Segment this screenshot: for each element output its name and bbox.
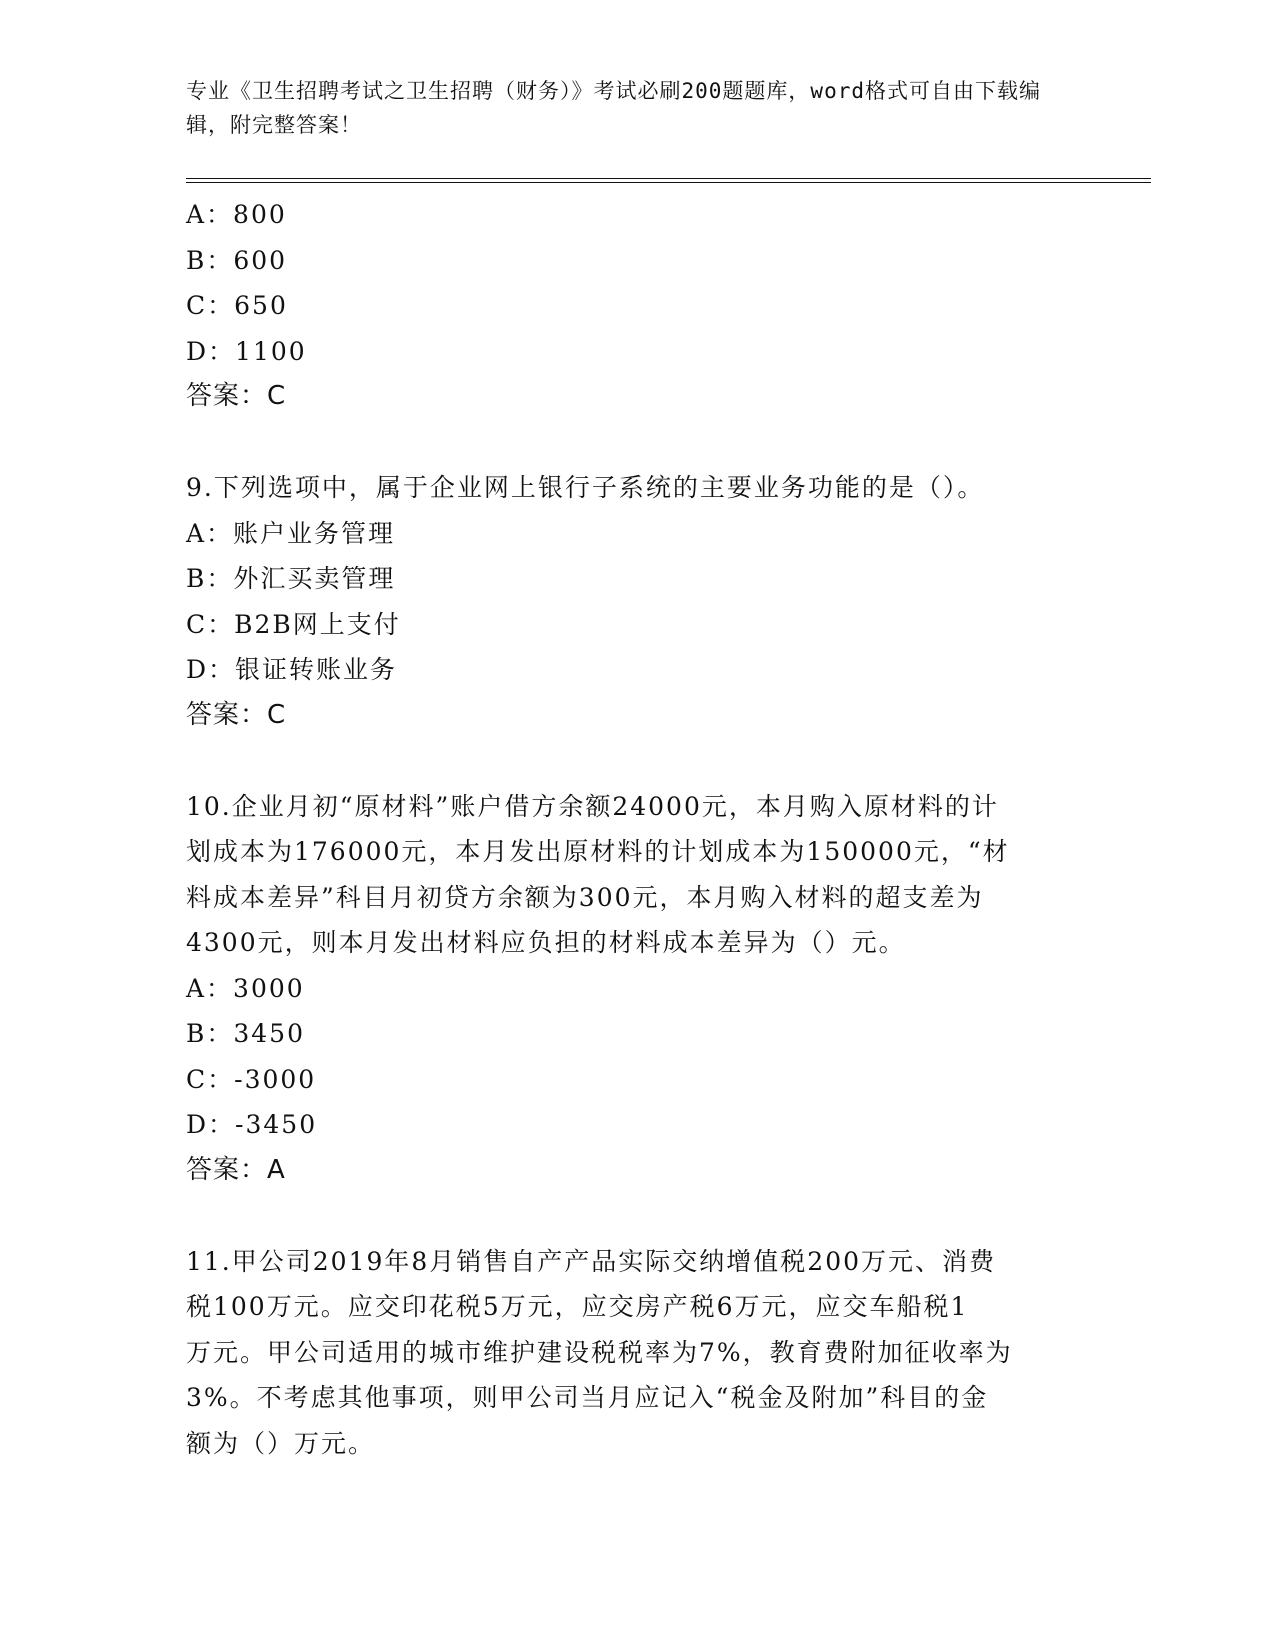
- question-stem-line: 10.企业月初“原材料”账户借方余额24000元，本月购入原材料的计: [186, 791, 999, 821]
- option-d: D：银证转账业务: [186, 655, 398, 684]
- spacer: [186, 1193, 1086, 1239]
- option-d: D：1100: [186, 336, 307, 366]
- document-header: 专业《卫生招聘考试之卫生招聘（财务）》考试必刷200题题库，word格式可自由下载编辑，附完整答案！: [186, 79, 1041, 137]
- option-a: A：账户业务管理: [186, 518, 396, 548]
- option-c: C：B2B网上支付: [186, 609, 401, 639]
- question-stem-line: 4300元，则本月发出材料应负担的材料成本差异为（）元。: [186, 928, 906, 957]
- answer: 答案：C: [186, 381, 287, 411]
- question-stem-line: 额为（）万元。: [186, 1428, 376, 1458]
- header-rule-bottom: [186, 182, 1151, 183]
- header-rule-top: [186, 178, 1151, 179]
- option-b: B：600: [186, 245, 288, 275]
- question-10: [186, 784, 1086, 1194]
- question-stem-line: 11.甲公司2019年8月销售自产产品实际交纳增值税200万元、消费: [186, 1246, 997, 1276]
- option-c: C：-3000: [186, 1064, 317, 1094]
- spacer: [186, 420, 1086, 466]
- question-stem-line: 税100万元。应交印花税5万元，应交房产税6万元，应交车船税1: [186, 1292, 969, 1321]
- option-c: C：650: [186, 291, 288, 320]
- question-8: [186, 192, 1086, 420]
- question-9: [186, 465, 1086, 738]
- question-11: [186, 1239, 1086, 1467]
- spacer: [186, 738, 1086, 784]
- question-stem-line: 3%。不考虑其他事项，则甲公司当月应记入“税金及附加”科目的金: [186, 1383, 989, 1412]
- question-stem-line: 万元。甲公司适用的城市维护建设税税率为7%，教育费附加征收率为: [186, 1337, 1013, 1367]
- option-a: A：800: [186, 200, 287, 229]
- option-a: A：3000: [186, 973, 305, 1003]
- question-stem: 9.下列选项中，属于企业网上银行子系统的主要业务功能的是（）。: [186, 473, 985, 502]
- question-stem-line: 料成本差异”科目月初贷方余额为300元，本月购入材料的超支差为: [186, 882, 984, 912]
- question-content: [186, 192, 1086, 1466]
- answer: 答案：C: [186, 699, 287, 730]
- option-b: B：外汇买卖管理: [186, 564, 396, 593]
- question-stem-line: 划成本为176000元，本月发出原材料的计划成本为150000元，“材: [186, 837, 1010, 866]
- option-d: D：-3450: [186, 1110, 318, 1139]
- answer: 答案：A: [186, 1154, 286, 1185]
- option-b: B：3450: [186, 1019, 305, 1048]
